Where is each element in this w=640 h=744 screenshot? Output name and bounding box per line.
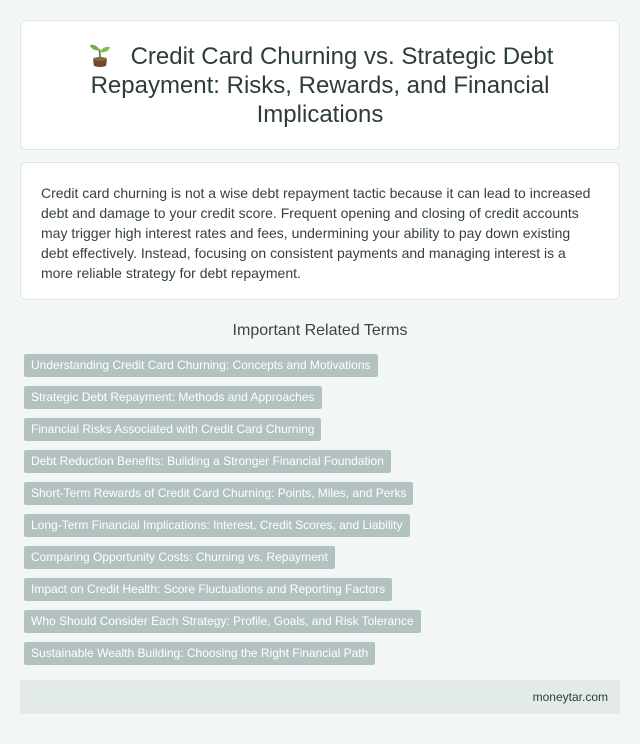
term-tag[interactable]: Strategic Debt Repayment: Methods and Approaches [24,386,322,409]
term-tag[interactable]: Debt Reduction Benefits: Building a Stronger Financial Foundation [24,450,391,473]
term-tag[interactable]: Comparing Opportunity Costs: Churning vs. Repayment [24,546,335,569]
footer [20,680,620,714]
term-tag[interactable]: Sustainable Wealth Building: Choosing the Right Financial Path [24,642,375,665]
term-tag[interactable]: Impact on Credit Health: Score Fluctuations and Reporting Factors [24,578,392,601]
page-title [51,42,589,129]
footer-site-link[interactable]: moneytar.com [532,690,608,704]
summary-card [20,162,620,300]
title-text: Credit Card Churning vs. Strategic Debt Repayment: Risks, Rewards, and Financial Implications [90,42,554,128]
term-tag[interactable]: Who Should Consider Each Strategy: Profile, Goals, and Risk Tolerance [24,610,421,633]
term-tag[interactable]: Short-Term Rewards of Credit Card Churning: Points, Miles, and Perks [24,482,413,505]
summary-text: Credit card churning is not a wise debt repayment tactic because it can lead to increased debt and damage to your credit score. Frequent opening and closing of credit accounts may trigger high interest rates and fees, undermining your ability to pay down existing debt effectively. Instead, focusing on consistent payments and managing interest is a more reliable strategy for debt repayment. [41,185,591,281]
term-tag[interactable]: Long-Term Financial Implications: Interest, Credit Scores, and Liability [24,514,410,537]
term-tag[interactable]: Financial Risks Associated with Credit Card Churning [24,418,321,441]
title-card [20,20,620,150]
related-terms-list [24,354,620,674]
related-terms-heading: Important Related Terms [232,322,408,339]
sprout-icon [87,42,113,68]
term-tag[interactable]: Understanding Credit Card Churning: Concepts and Motivations [24,354,378,377]
